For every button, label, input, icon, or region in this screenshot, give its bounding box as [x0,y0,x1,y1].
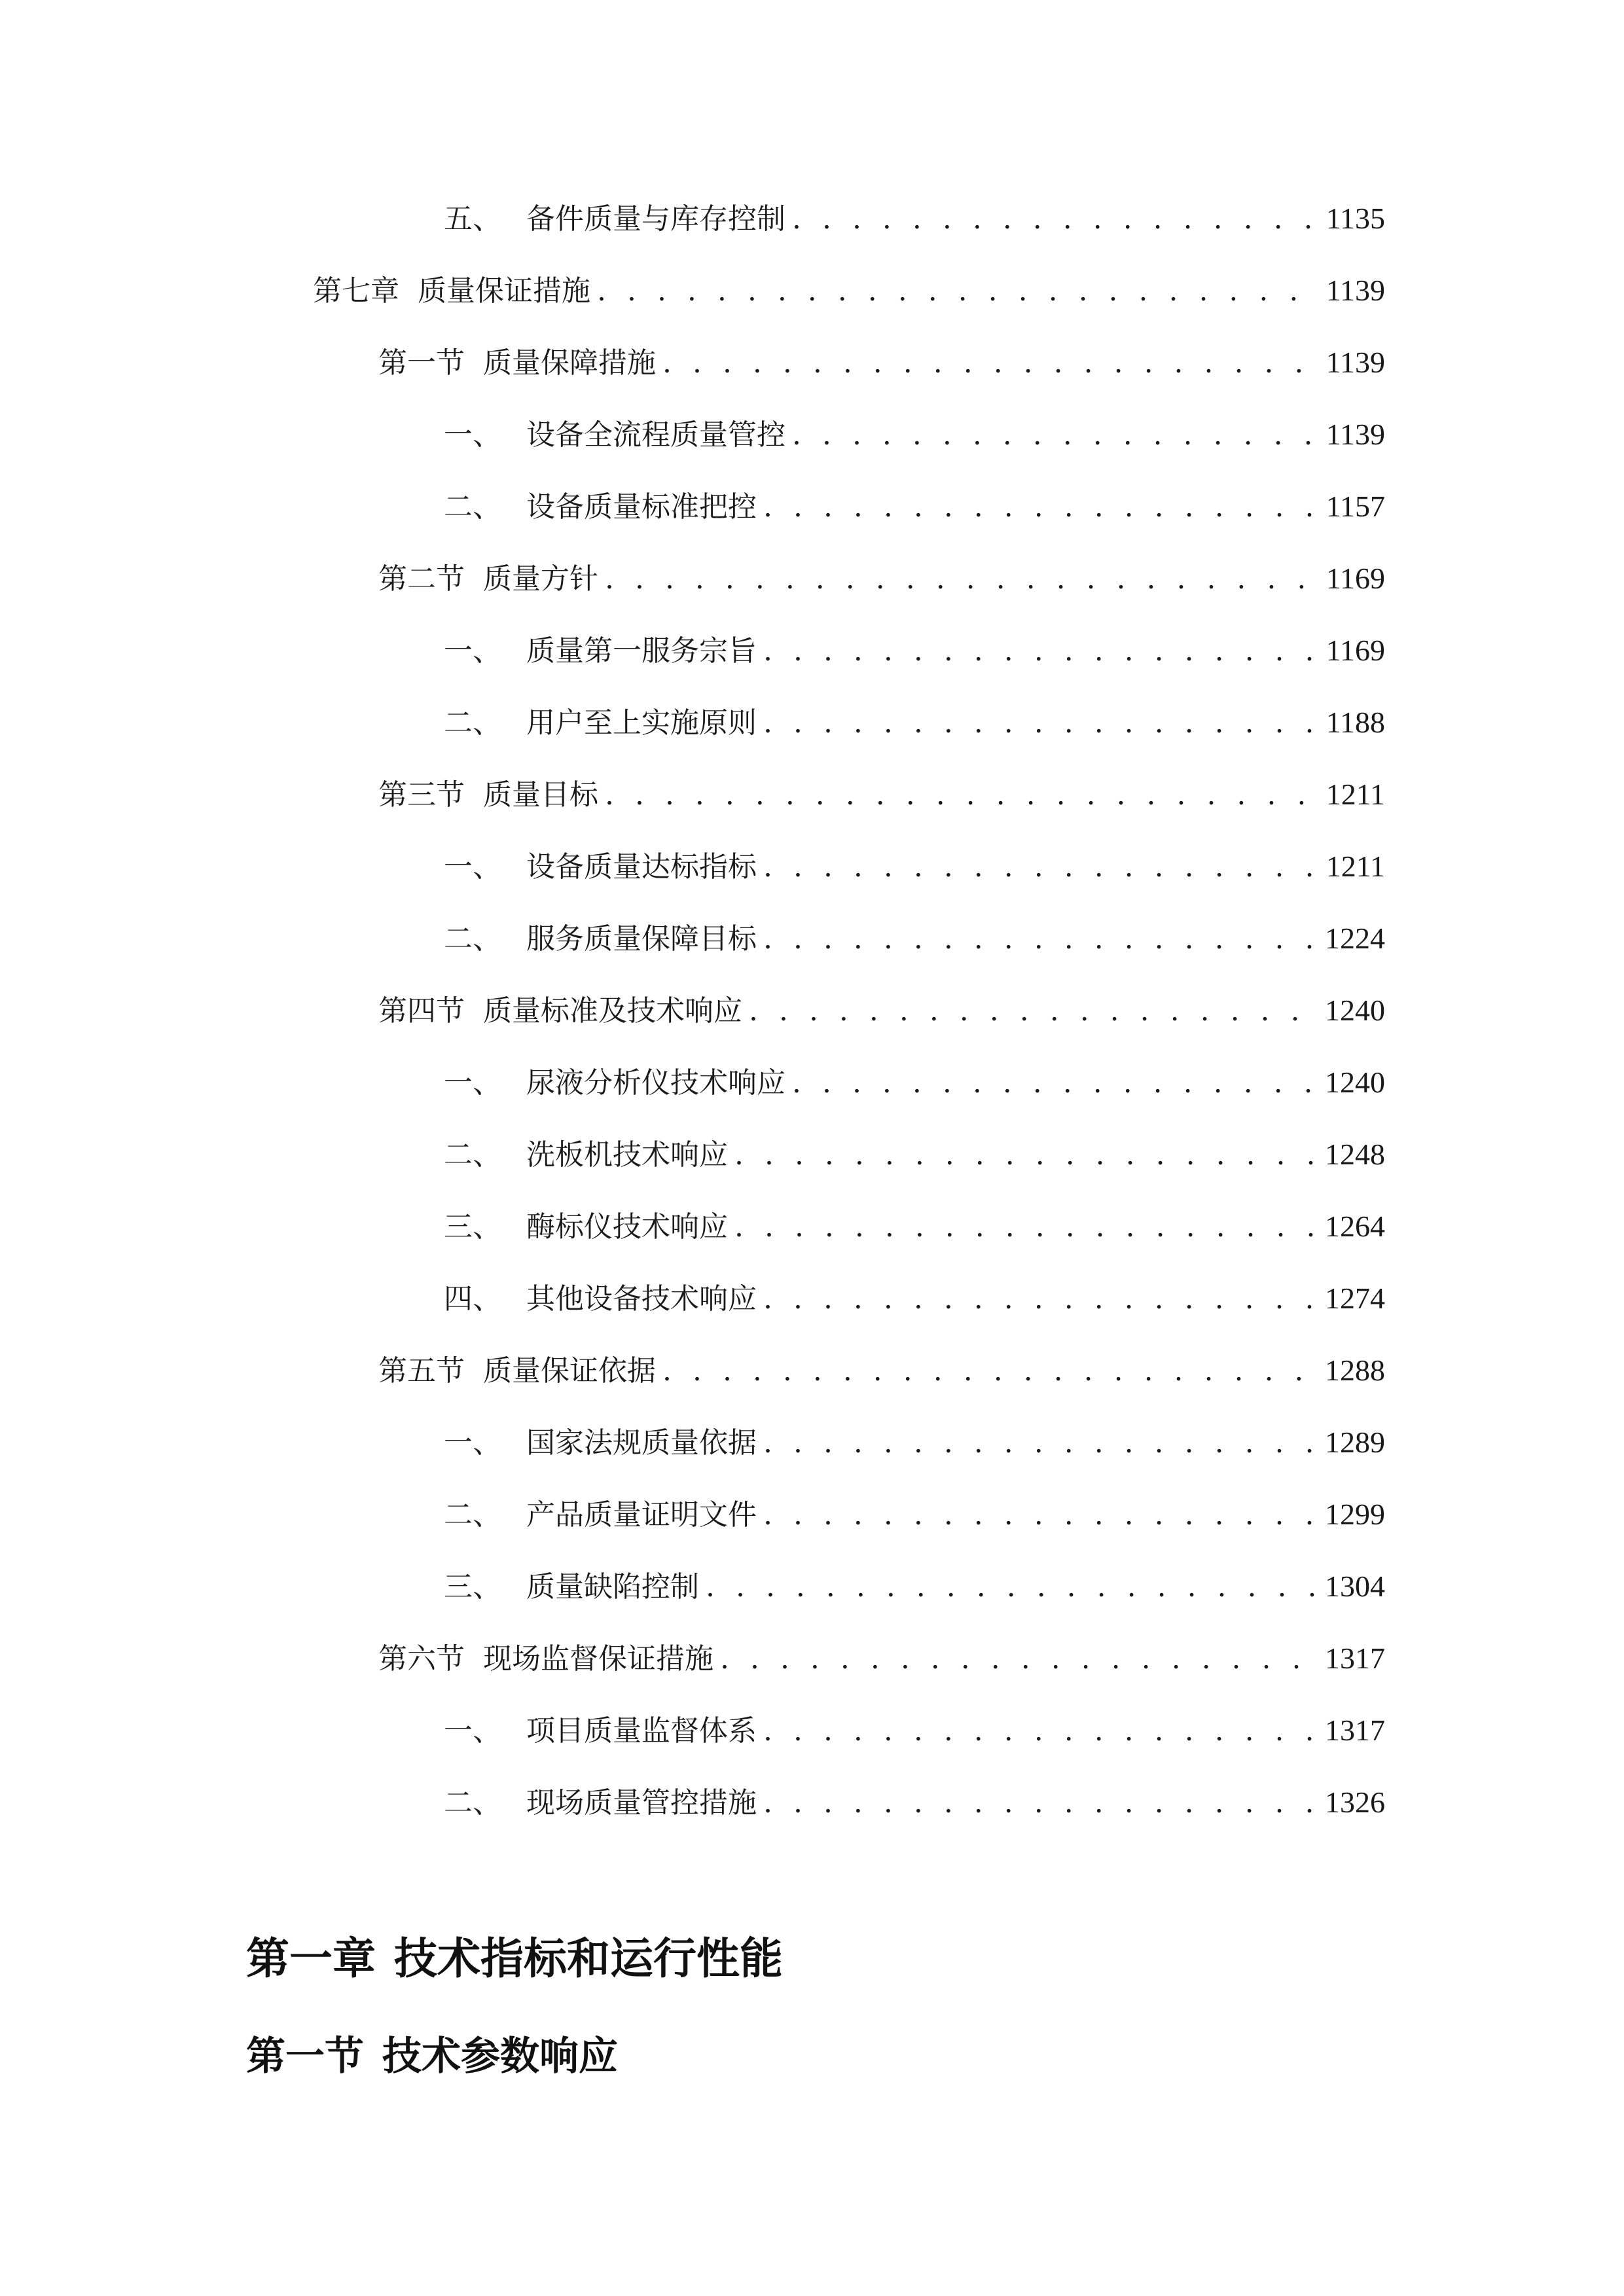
toc-entry-title: 酶标仪技术响应 [526,1210,728,1244]
toc-entry[interactable] [444,1783,1385,1822]
toc-dot-leader [734,1208,1316,1247]
toc-page-number: 1135 [1326,202,1385,235]
toc-entry-title: 质量目标 [483,778,598,812]
toc-page-number: 1317 [1325,1641,1385,1675]
toc-dot-leader [792,1064,1316,1103]
toc-entry-number: 第一节 [378,346,465,380]
toc-entry[interactable] [378,343,1385,382]
toc-dot-leader [734,1136,1316,1175]
toc-page-number: 1274 [1325,1282,1385,1315]
toc-dot-leader [763,1712,1316,1751]
toc-entry[interactable] [444,1279,1385,1318]
toc-entry-number: 三、 [444,1210,501,1244]
toc-entry-number: 第六节 [378,1642,465,1676]
toc-entry-title: 洗板机技术响应 [526,1138,728,1172]
toc-dot-leader [605,560,1317,599]
toc-page-number: 1139 [1326,346,1385,379]
toc-page-number: 1211 [1326,850,1385,883]
toc-entry-title: 产品质量证明文件 [526,1498,757,1532]
chapter-heading-number: 第一章 [246,1933,376,1984]
toc-page-number: 1211 [1326,778,1385,811]
toc-dot-leader [763,848,1317,887]
toc-entry-number: 四、 [444,1282,501,1316]
toc-entry-title: 服务质量保障目标 [526,922,757,956]
toc-entry-title: 质量保证措施 [418,274,590,308]
toc-dot-leader [720,1640,1316,1679]
toc-dot-leader [763,1280,1316,1319]
toc-entry-title: 现场监督保证措施 [483,1642,713,1676]
toc-page-number: 1299 [1325,1498,1385,1531]
toc-dot-leader [763,1784,1316,1823]
toc-page-number: 1240 [1325,1066,1385,1099]
toc-entry-title: 质量保证依据 [483,1354,656,1388]
section-heading [246,2030,618,2083]
section-heading-title: 技术参数响应 [382,2034,618,2079]
chapter-heading-title: 技术指标和运行性能 [394,1933,783,1984]
toc-entry-number: 一、 [444,634,501,668]
toc-entry-title: 尿液分析仪技术响应 [526,1066,785,1100]
toc-dot-leader [763,920,1316,959]
toc-entry[interactable] [444,487,1385,526]
toc-entry-title: 设备全流程质量管控 [526,418,785,452]
toc-entry[interactable] [444,703,1385,742]
toc-entry[interactable] [444,919,1385,958]
toc-entry-title: 其他设备技术响应 [526,1282,757,1316]
toc-entry-title: 质量方针 [483,562,598,596]
toc-entry-title: 国家法规质量依据 [526,1426,757,1460]
toc-dot-leader [763,1496,1316,1535]
toc-page-number: 1304 [1325,1570,1385,1603]
toc-entry-number: 第二节 [378,562,465,596]
section-heading-number: 第一节 [246,2034,364,2079]
toc-entry[interactable] [444,1567,1385,1606]
toc-entry-number: 二、 [444,1786,501,1820]
toc-entry-number: 一、 [444,418,501,452]
toc-entry-title: 设备质量标准把控 [526,490,757,524]
toc-entry[interactable] [444,1063,1385,1102]
toc-entry-number: 二、 [444,706,501,740]
toc-entry[interactable] [444,1495,1385,1534]
toc-dot-leader [763,704,1317,743]
chapter-heading [246,1929,783,1988]
toc-entry-title: 现场质量管控措施 [526,1786,757,1820]
toc-page-number: 1139 [1326,418,1385,451]
toc-page-number: 1317 [1325,1713,1385,1747]
toc-entry-number: 第三节 [378,778,465,812]
toc-entry-number: 一、 [444,850,501,884]
toc-entry-title: 项目质量监督体系 [526,1714,757,1748]
toc-entry-title: 用户至上实施原则 [526,706,757,740]
toc-entry[interactable] [444,1423,1385,1462]
toc-page-number: 1248 [1325,1138,1385,1171]
toc-dot-leader [662,1352,1316,1391]
toc-dot-leader [706,1568,1316,1607]
toc-page-number: 1224 [1325,922,1385,955]
toc-entry-number: 一、 [444,1426,501,1460]
toc-entry-number: 第四节 [378,994,465,1028]
toc-dot-leader [605,776,1317,815]
toc-dot-leader [763,632,1317,671]
toc-entry-number: 二、 [444,490,501,524]
toc-entry[interactable] [313,271,1385,310]
toc-entry-title: 备件质量与库存控制 [526,202,785,236]
toc-page-number: 1139 [1326,274,1385,307]
toc-entry-number: 一、 [444,1714,501,1748]
toc-entry[interactable] [378,775,1385,814]
toc-dot-leader [749,992,1316,1031]
toc-entry[interactable] [444,847,1385,886]
toc-dot-leader [763,488,1317,527]
toc-entry-title: 质量标准及技术响应 [483,994,742,1028]
toc-dot-leader [792,200,1317,239]
toc-entry-number: 二、 [444,1138,501,1172]
toc-entry-title: 质量保障措施 [483,346,656,380]
toc-entry-title: 质量第一服务宗旨 [526,634,757,668]
toc-entry[interactable] [444,415,1385,454]
toc-page-number: 1188 [1326,706,1385,739]
toc-entry[interactable] [444,199,1385,238]
toc-entry-number: 一、 [444,1066,501,1100]
toc-dot-leader [792,416,1317,455]
toc-entry-number: 二、 [444,922,501,956]
toc-dot-leader [763,1424,1316,1463]
toc-page-number: 1169 [1326,562,1385,595]
toc-page-number: 1289 [1325,1426,1385,1459]
toc-page-number: 1288 [1325,1354,1385,1387]
toc-entry[interactable] [444,631,1385,670]
toc-page-number: 1264 [1325,1210,1385,1243]
toc-entry-title: 质量缺陷控制 [526,1570,699,1604]
toc-entry-number: 第七章 [313,274,399,308]
toc-entry-number: 五、 [444,202,501,236]
toc-page-number: 1240 [1325,994,1385,1027]
toc-entry[interactable] [444,1711,1385,1750]
toc-dot-leader [597,272,1317,311]
toc-entry[interactable] [378,1351,1385,1390]
toc-page-number: 1157 [1326,490,1385,523]
toc-entry[interactable] [378,1639,1385,1678]
toc-page-number: 1326 [1325,1785,1385,1819]
toc-entry[interactable] [444,1207,1385,1246]
toc-entry-number: 二、 [444,1498,501,1532]
toc-entry[interactable] [378,991,1385,1030]
toc-entry-number: 第五节 [378,1354,465,1388]
toc-entry[interactable] [378,559,1385,598]
toc-dot-leader [662,344,1317,383]
toc-entry-title: 设备质量达标指标 [526,850,757,884]
toc-entry[interactable] [444,1135,1385,1174]
toc-entry-number: 三、 [444,1570,501,1604]
toc-page-number: 1169 [1326,634,1385,667]
